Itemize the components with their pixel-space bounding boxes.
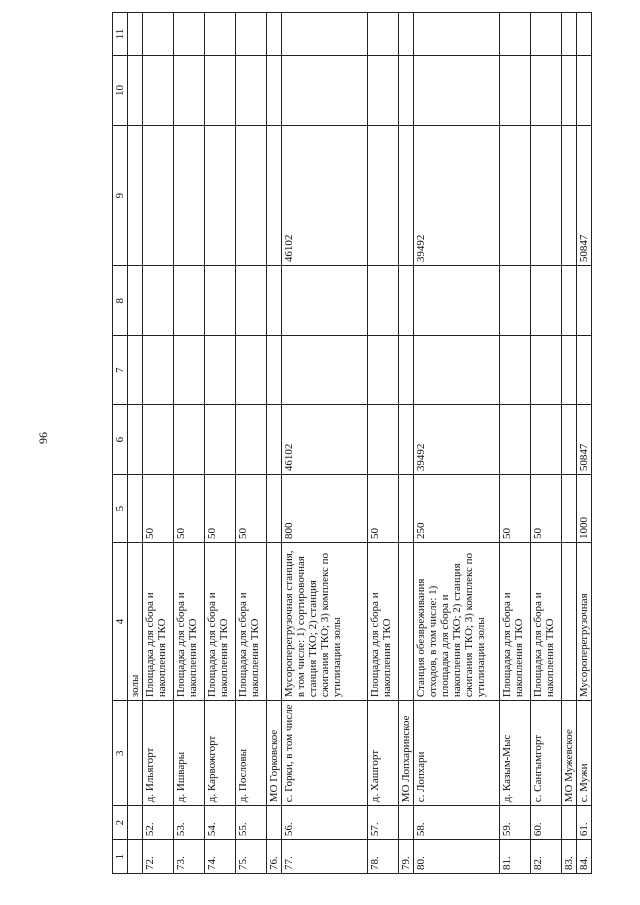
cell-col-11 [368,13,399,56]
registry-table [112,12,592,874]
cell-col-8 [368,266,399,336]
cell-col-4: Мусороперегрузочная станция, в том числе: 1) сортировочная станция ТКО; 2) станция сжигания ТКО; 3) комплекс по утилизации золы [282,542,368,700]
cell-col-7 [143,336,174,405]
cell-col-1: 79. [399,840,414,874]
cell-col-4: Станция обезвреживания отходов, в том числе: 1) площадка для сбора и накопления ТКО; 2) станция сжигания ТКО; 3) комплекс по утилизации золы [414,542,500,700]
cell-col-4: Площадка для сбора и накопления ТКО [174,542,205,700]
cell-col-6 [267,405,282,475]
header-cell-9: 9 [113,126,128,266]
cell-col-6 [368,405,399,475]
cell-col-3: МО Лопхаринское [399,701,414,806]
cell-col-9: 50847 [577,126,592,266]
cell-col-3: д. Хашгорт [368,701,399,806]
header-cell-4: 4 [113,542,128,700]
cell-col-6 [500,405,531,475]
table-row [143,13,174,874]
cell-col-2: 61. [577,806,592,840]
cell-col-2: 59. [500,806,531,840]
cell-col-11 [267,13,282,56]
cell-col-3: д. Ишвары [174,701,205,806]
cell-col-6 [143,405,174,475]
table-row [414,13,500,874]
cell-col-1: 77. [282,840,368,874]
header-cell-10: 10 [113,56,128,126]
header-cell-1: 1 [113,840,128,874]
cell-col-9 [128,126,143,266]
cell-col-2 [399,806,414,840]
cell-col-9: 39492 [414,126,500,266]
cell-col-7 [562,336,577,405]
cell-col-3 [128,701,143,806]
cell-col-10 [282,56,368,126]
cell-col-9 [267,126,282,266]
cell-col-1: 80. [414,840,500,874]
cell-col-3: МО Мужевское [562,701,577,806]
cell-col-8 [236,266,267,336]
cell-col-1 [128,840,143,874]
header-cell-2: 2 [113,806,128,840]
table-row [562,13,577,874]
cell-col-4 [562,542,577,700]
header-cell-6: 6 [113,405,128,475]
cell-col-8 [205,266,236,336]
cell-col-11 [399,13,414,56]
cell-col-2: 52. [143,806,174,840]
cell-col-2: 55. [236,806,267,840]
cell-col-2 [267,806,282,840]
cell-col-8 [174,266,205,336]
cell-col-5: 50 [143,475,174,543]
cell-col-5: 1000 [577,475,592,543]
cell-col-8 [577,266,592,336]
cell-col-6: 39492 [414,405,500,475]
cell-col-10 [562,56,577,126]
cell-col-6 [399,405,414,475]
cell-col-10 [143,56,174,126]
cell-col-11 [128,13,143,56]
cell-col-7 [368,336,399,405]
cell-col-7 [236,336,267,405]
page-number: 96 [36,432,50,444]
cell-col-2: 57. [368,806,399,840]
header-cell-8: 8 [113,266,128,336]
cell-col-9 [531,126,562,266]
cell-col-3: с. Горки, в том числе [282,701,368,806]
cell-col-11 [562,13,577,56]
cell-col-11 [414,13,500,56]
cell-col-10 [368,56,399,126]
cell-col-1: 74. [205,840,236,874]
cell-col-10 [174,56,205,126]
cell-col-3: д. Казым-Мыс [500,701,531,806]
cell-col-6 [174,405,205,475]
cell-col-4: Площадка для сбора и накопления ТКО [368,542,399,700]
table-row [282,13,368,874]
cell-col-3: МО Горковское [267,701,282,806]
table-row [500,13,531,874]
cell-col-5 [128,475,143,543]
table-row [128,13,143,874]
cell-col-1: 73. [174,840,205,874]
cell-col-9 [174,126,205,266]
cell-col-2: 58. [414,806,500,840]
header-cell-5: 5 [113,475,128,543]
cell-col-10 [500,56,531,126]
cell-col-8 [399,266,414,336]
cell-col-3: с. Лопхари [414,701,500,806]
cell-col-10 [531,56,562,126]
cell-col-9 [399,126,414,266]
cell-col-7 [577,336,592,405]
cell-col-7 [205,336,236,405]
cell-col-11 [577,13,592,56]
cell-col-6 [531,405,562,475]
cell-col-1: 81. [500,840,531,874]
cell-col-5: 50 [205,475,236,543]
cell-col-4: Площадка для сбора и накопления ТКО [500,542,531,700]
cell-col-9 [205,126,236,266]
cell-col-9 [236,126,267,266]
cell-col-2: 54. [205,806,236,840]
rotated-table-wrapper [112,12,637,874]
header-cell-7: 7 [113,336,128,405]
cell-col-6 [562,405,577,475]
cell-col-3: д. Карвожгорт [205,701,236,806]
cell-col-10 [267,56,282,126]
cell-col-5: 50 [531,475,562,543]
cell-col-7 [282,336,368,405]
cell-col-5: 50 [500,475,531,543]
cell-col-11 [205,13,236,56]
cell-col-7 [174,336,205,405]
cell-col-3: д. Ильягорт [143,701,174,806]
cell-col-6: 46102 [282,405,368,475]
cell-col-5 [399,475,414,543]
cell-col-5: 250 [414,475,500,543]
table-row [174,13,205,874]
cell-col-7 [500,336,531,405]
cell-col-6 [236,405,267,475]
cell-col-3: д. Пословы [236,701,267,806]
cell-col-4: Площадка для сбора и накопления ТКО [205,542,236,700]
cell-col-4: Площадка для сбора и накопления ТКО [143,542,174,700]
cell-col-8 [143,266,174,336]
cell-col-8 [531,266,562,336]
cell-col-10 [399,56,414,126]
table-row [267,13,282,874]
table-row [399,13,414,874]
header-cell-11: 11 [113,13,128,56]
cell-col-4: золы [128,542,143,700]
cell-col-4: Площадка для сбора и накопления ТКО [236,542,267,700]
header-cell-3: 3 [113,701,128,806]
cell-col-2 [128,806,143,840]
cell-col-7 [399,336,414,405]
cell-col-8 [500,266,531,336]
cell-col-10 [236,56,267,126]
cell-col-1: 82. [531,840,562,874]
cell-col-5: 800 [282,475,368,543]
cell-col-9 [368,126,399,266]
cell-col-5: 50 [236,475,267,543]
cell-col-1: 83. [562,840,577,874]
cell-col-2: 60. [531,806,562,840]
cell-col-4 [267,542,282,700]
cell-col-9 [562,126,577,266]
cell-col-5 [267,475,282,543]
cell-col-5: 50 [174,475,205,543]
cell-col-8 [128,266,143,336]
cell-col-7 [414,336,500,405]
table-row [205,13,236,874]
table-row [236,13,267,874]
table-row [531,13,562,874]
cell-col-10 [414,56,500,126]
table-row [368,13,399,874]
cell-col-4: Мусороперегрузочная [577,542,592,700]
cell-col-11 [236,13,267,56]
cell-col-5: 50 [368,475,399,543]
cell-col-9 [500,126,531,266]
cell-col-5 [562,475,577,543]
cell-col-7 [267,336,282,405]
cell-col-7 [531,336,562,405]
cell-col-3: с. Сангымгорт [531,701,562,806]
cell-col-1: 84. [577,840,592,874]
cell-col-9: 46102 [282,126,368,266]
cell-col-2 [562,806,577,840]
cell-col-8 [282,266,368,336]
cell-col-10 [128,56,143,126]
table-row [577,13,592,874]
cell-col-6: 50847 [577,405,592,475]
cell-col-8 [267,266,282,336]
cell-col-11 [143,13,174,56]
cell-col-4: Площадка для сбора и накопления ТКО [531,542,562,700]
cell-col-6 [128,405,143,475]
cell-col-2: 53. [174,806,205,840]
cell-col-1: 72. [143,840,174,874]
cell-col-7 [128,336,143,405]
cell-col-11 [174,13,205,56]
header-row [113,13,128,874]
cell-col-6 [205,405,236,475]
cell-col-2: 56. [282,806,368,840]
cell-col-1: 76. [267,840,282,874]
cell-col-4 [399,542,414,700]
cell-col-1: 78. [368,840,399,874]
cell-col-11 [531,13,562,56]
cell-col-8 [414,266,500,336]
cell-col-10 [577,56,592,126]
cell-col-11 [500,13,531,56]
cell-col-9 [143,126,174,266]
cell-col-1: 75. [236,840,267,874]
cell-col-10 [205,56,236,126]
cell-col-3: с. Мужи [577,701,592,806]
cell-col-11 [282,13,368,56]
cell-col-8 [562,266,577,336]
table-body [113,13,592,874]
